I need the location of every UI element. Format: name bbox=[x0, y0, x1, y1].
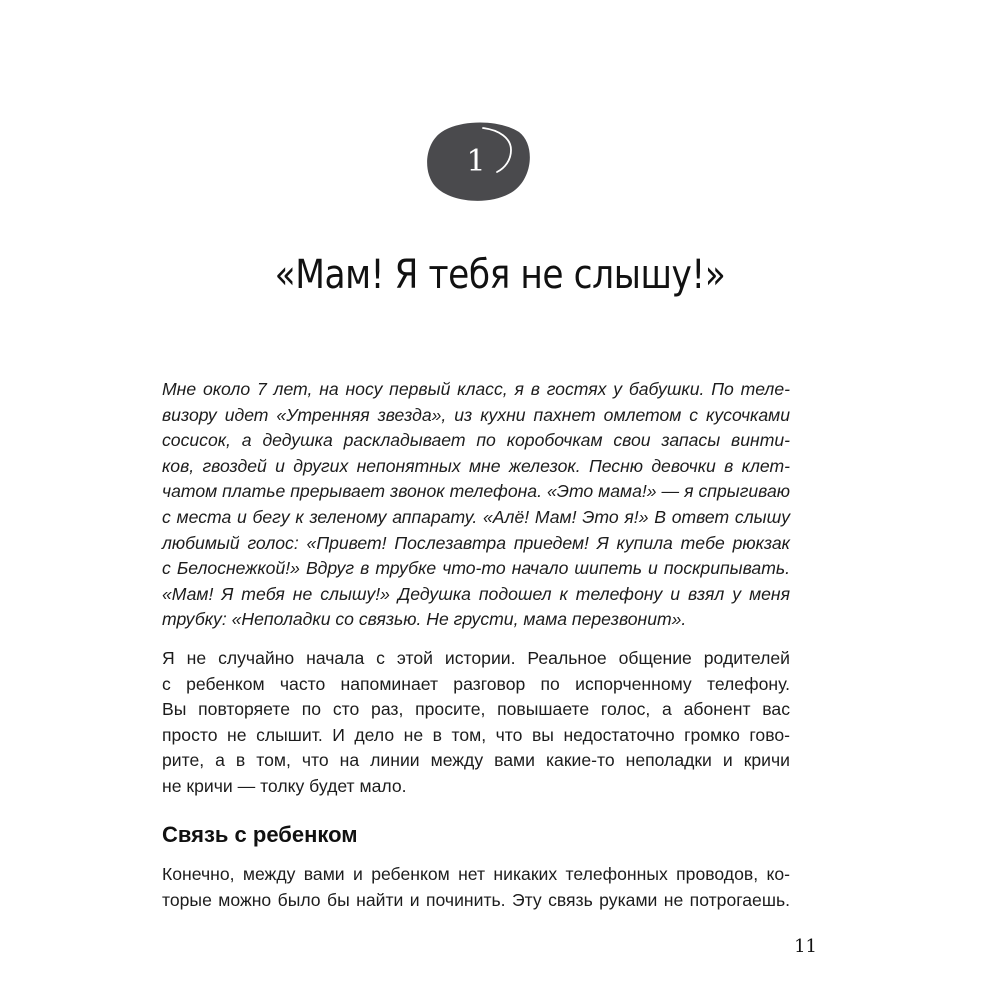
text-line: любимый голос: «Привет! Послезавтра приедем! Я купила тебе рюкзак bbox=[162, 532, 790, 553]
text-line: Мне около 7 лет, на носу первый класс, я в гостях у бабушки. По теле- bbox=[162, 379, 790, 399]
text-line: визору идет «Утренняя звезда», из кухни пахнет омлетом с кусочками bbox=[162, 404, 790, 425]
page-number: 11 bbox=[794, 936, 817, 957]
text-line: рите, а в том, что на линии между вами какие-то неполадки и кричи bbox=[162, 750, 790, 771]
section-heading: Связь с ребенком bbox=[162, 822, 358, 847]
text-line: Конечно, между вами и ребенком нет никаких телефонных проводов, ко- bbox=[162, 864, 790, 884]
text-line: торые можно было бы найти и починить. Эту связь руками не потрогаешь. bbox=[162, 889, 790, 910]
text-line: «Мам! Я тебя не слышу!» Дедушка подошел к телефону и взял у меня bbox=[162, 583, 790, 604]
text-line: с места и бегу к зеленому аппарату. «Алё! Мам! Это я!» В ответ слышу bbox=[162, 506, 790, 527]
intro-paragraph bbox=[162, 377, 790, 633]
chapter-number-badge bbox=[425, 120, 533, 202]
body-paragraph-2 bbox=[162, 862, 790, 913]
text-line: Я не случайно начала с этой истории. Реальное общение родителей bbox=[162, 648, 790, 668]
text-line: Вы повторяете по сто раз, просите, повышаете голос, а абонент вас bbox=[162, 699, 790, 720]
text-line: чатом платье прерывает звонок телефона. «Это мама!» — я спрыгиваю bbox=[162, 481, 790, 502]
text-line: не кричи — толку будет мало. bbox=[162, 775, 407, 796]
text-line: просто не слышит. И дело не в том, что вы недостаточно громко гово- bbox=[162, 724, 790, 745]
text-line: сосисок, а дедушка раскладывает по коробочкам свои запасы винти- bbox=[162, 430, 790, 451]
body-paragraph-1 bbox=[162, 646, 790, 800]
chapter-title: «Мам! Я тебя не слышу!» bbox=[274, 252, 726, 298]
chapter-number: 1 bbox=[466, 143, 486, 179]
text-line: трубку: «Неполадки со связью. Не грусти, мама перезвонит». bbox=[162, 609, 687, 630]
text-line: с Белоснежкой!» Вдруг в трубке что-то начало шипеть и поскрипывать. bbox=[162, 558, 790, 579]
text-line: с ребенком часто напоминает разговор по испорченному телефону. bbox=[162, 673, 790, 694]
text-line: ков, гвоздей и других непонятных мне железок. Песню девочки в клет- bbox=[162, 455, 790, 476]
